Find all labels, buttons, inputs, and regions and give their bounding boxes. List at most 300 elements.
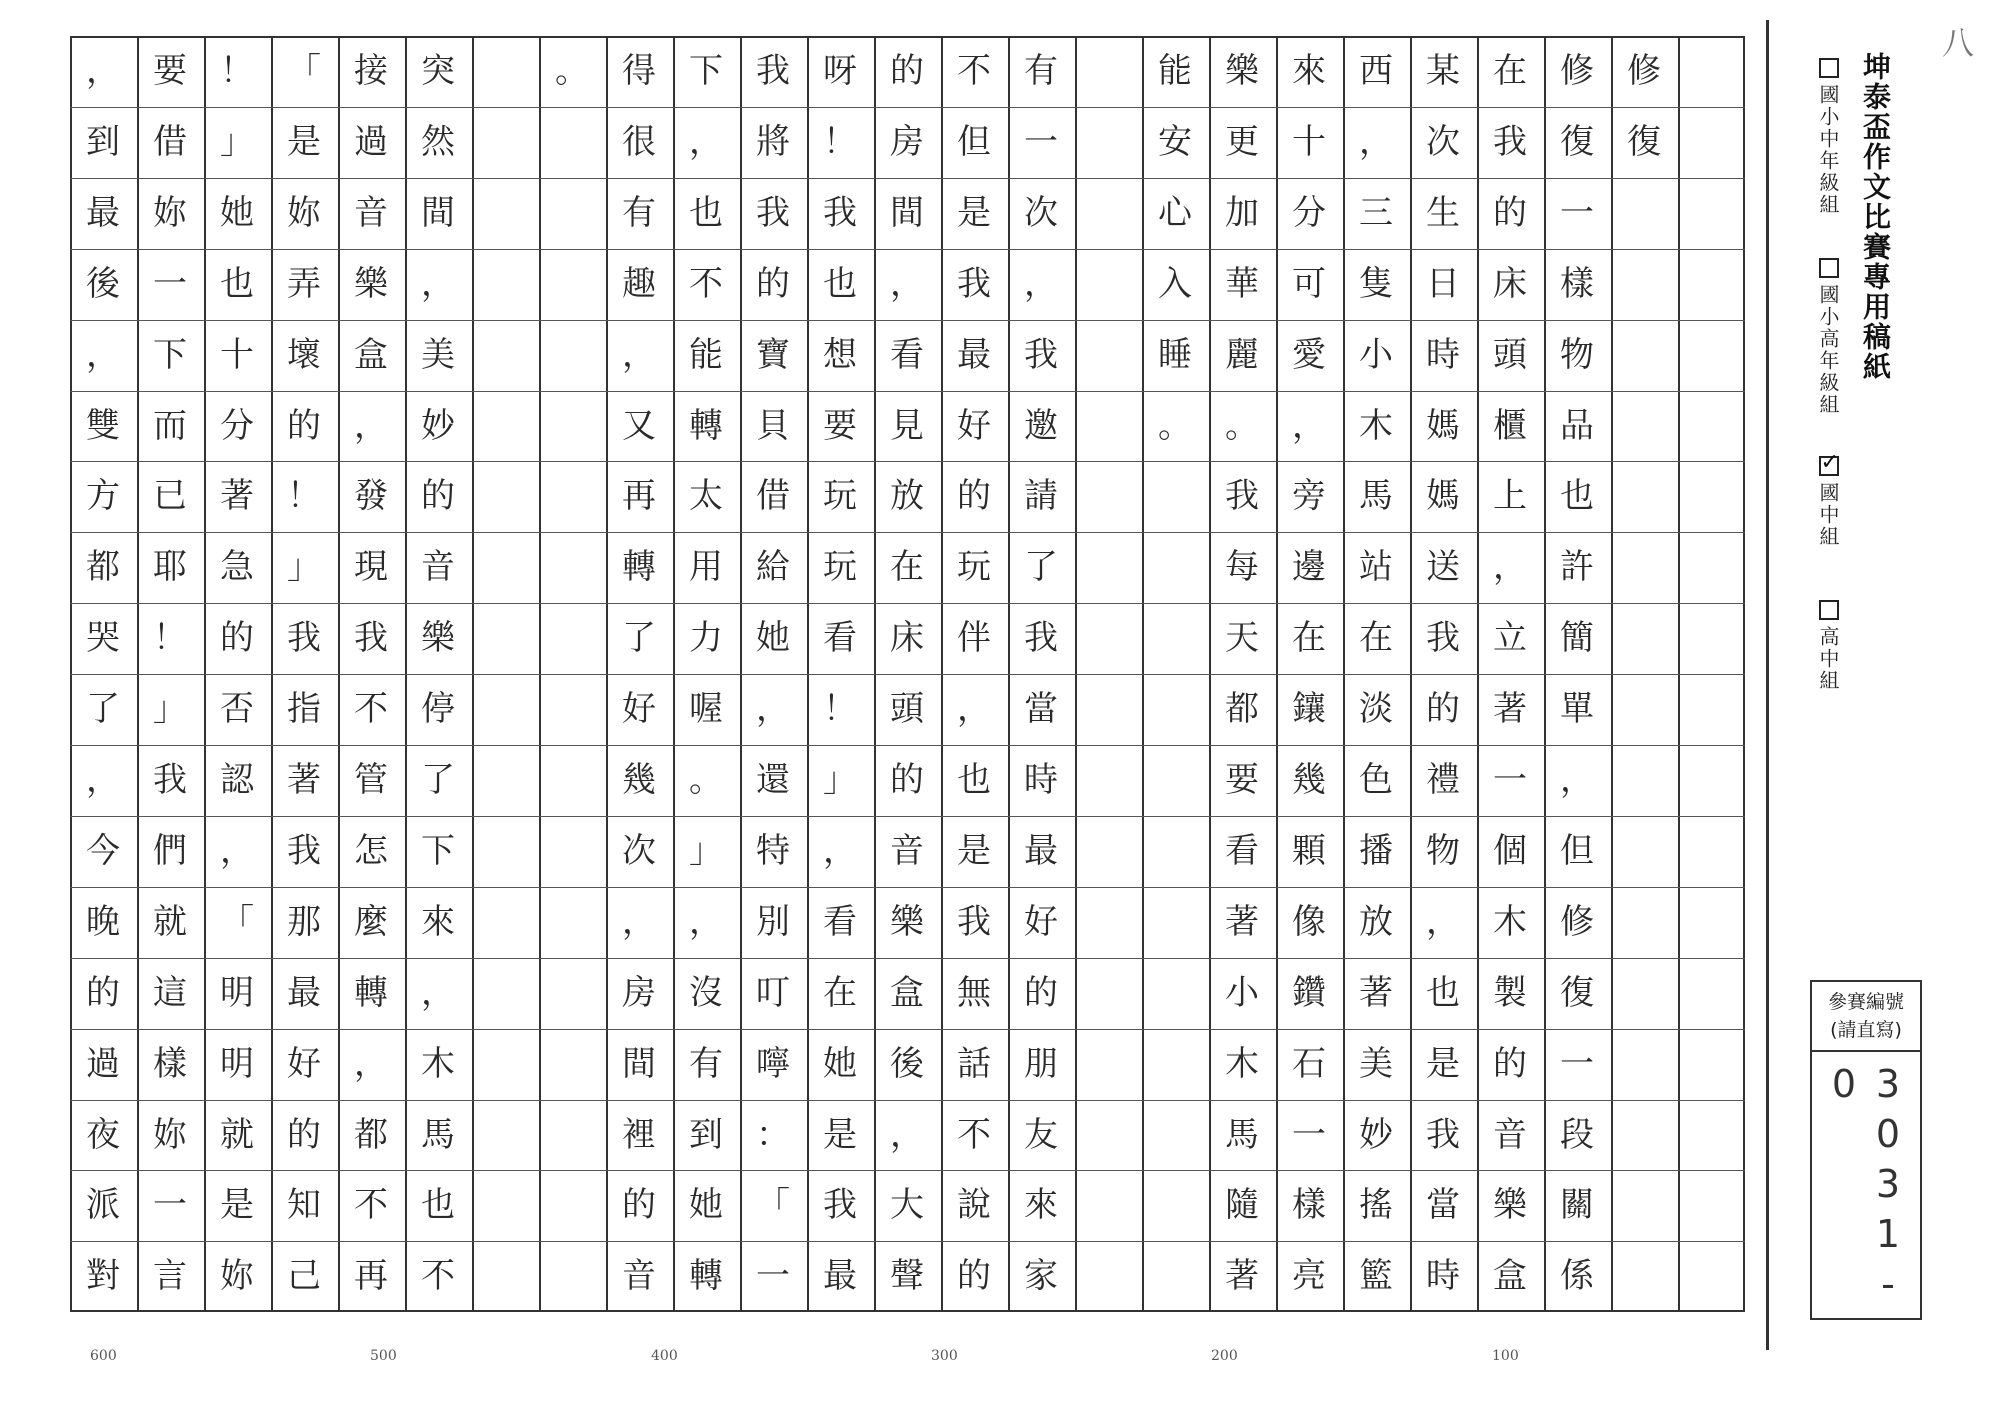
grid-char: 一: [756, 1255, 790, 1296]
grid-char: ，: [1024, 263, 1058, 304]
grid-char: 加: [1225, 192, 1259, 233]
grid-char: 妳: [153, 1114, 187, 1155]
grid-char: 的: [957, 1255, 991, 1296]
grid-char: 櫃: [1493, 405, 1527, 446]
grid-char: 的: [1024, 972, 1058, 1013]
grid-char: 也: [957, 759, 991, 800]
grid-char: ，: [354, 1043, 388, 1084]
grid-char: 盒: [1493, 1255, 1527, 1296]
grid-char: 否: [220, 688, 254, 729]
grid-char: 借: [153, 121, 187, 162]
grid-char: 床: [1493, 263, 1527, 304]
grid-char: 幾: [1292, 759, 1326, 800]
grid-char: 睡: [1158, 334, 1192, 375]
grid-char: 」: [823, 759, 857, 800]
grid-char: 下: [421, 830, 455, 871]
grid-char: 無: [957, 972, 991, 1013]
grid-char: 了: [86, 688, 120, 729]
grid-char: 但: [957, 121, 991, 162]
essay-column: [137, 36, 203, 1312]
grid-char: 是: [1426, 1043, 1460, 1084]
grid-char: 心: [1158, 192, 1192, 233]
grid-char: 而: [153, 405, 187, 446]
grid-char: 我: [287, 617, 321, 658]
essay-column: [606, 36, 672, 1312]
grid-char: 色: [1359, 759, 1393, 800]
grid-char: 著: [287, 759, 321, 800]
grid-char: 淡: [1359, 688, 1393, 729]
grid-char: 在: [1493, 50, 1527, 91]
grid-char: 了: [421, 759, 455, 800]
grid-char: 伴: [957, 617, 991, 658]
grid-char: ，: [689, 901, 723, 942]
grid-char: 了: [622, 617, 656, 658]
grid-char: 說: [957, 1184, 991, 1225]
grid-char: 太: [689, 475, 723, 516]
grid-char: 雙: [86, 405, 120, 446]
grid-char: 愛: [1292, 334, 1326, 375]
grid-char: ，: [421, 263, 455, 304]
grid-char: 她: [756, 617, 790, 658]
grid-char: 好: [287, 1043, 321, 1084]
grid-char: 但: [1560, 830, 1594, 871]
grid-char: 下: [689, 50, 723, 91]
grid-char: ，: [220, 830, 254, 871]
grid-char: 床: [890, 617, 924, 658]
option-elementary-upper[interactable]: [1814, 258, 1843, 416]
grid-char: 」: [153, 688, 187, 729]
grid-char: 也: [421, 1184, 455, 1225]
essay-column: [1343, 36, 1409, 1312]
grid-char: 著: [1359, 972, 1393, 1013]
grid-char: 看: [890, 334, 924, 375]
grid-char: 急: [220, 546, 254, 587]
grid-char: 嚀: [756, 1043, 790, 1084]
grid-char: 著: [1225, 901, 1259, 942]
option-elementary-middle[interactable]: [1814, 58, 1843, 216]
grid-char: 我: [287, 830, 321, 871]
corner-page-mark: 八: [1942, 24, 1975, 62]
grid-char: 天: [1225, 617, 1259, 658]
grid-char: 次: [1426, 121, 1460, 162]
option-junior-high[interactable]: [1814, 456, 1843, 548]
grid-char: 房: [622, 972, 656, 1013]
grid-char: 都: [86, 546, 120, 587]
grid-char: 籃: [1359, 1255, 1393, 1296]
essay-column: [1075, 36, 1141, 1312]
grid-char: 頭: [890, 688, 924, 729]
grid-char: 是: [287, 121, 321, 162]
grid-char: ！: [823, 121, 857, 162]
grid-char: 不: [957, 50, 991, 91]
grid-char: 弄: [287, 263, 321, 304]
grid-char: 麗: [1225, 334, 1259, 375]
grid-char: 在: [823, 972, 857, 1013]
grid-char: 友: [1024, 1114, 1058, 1155]
grid-char: 亮: [1292, 1255, 1326, 1296]
ruler-mark-600: 600: [90, 1348, 117, 1364]
entry-label-line1: 參賽編號: [1827, 991, 1904, 1013]
grid-char: 妳: [220, 1255, 254, 1296]
essay-column: [271, 36, 337, 1312]
essay-column: [1544, 36, 1610, 1312]
grid-char: 很: [622, 121, 656, 162]
grid-char: 最: [1024, 830, 1058, 871]
grid-char: 不: [421, 1255, 455, 1296]
grid-char: 當: [1426, 1184, 1460, 1225]
grid-char: 音: [622, 1255, 656, 1296]
grid-char: 她: [220, 192, 254, 233]
header-divider: [1766, 20, 1769, 1350]
grid-char: 要: [153, 50, 187, 91]
grid-char: 再: [622, 475, 656, 516]
grid-char: 時: [1024, 759, 1058, 800]
grid-char: 旁: [1292, 475, 1326, 516]
grid-char: 好: [622, 688, 656, 729]
grid-char: ，: [823, 830, 857, 871]
grid-char: 轉: [689, 405, 723, 446]
grid-char: 在: [1292, 617, 1326, 658]
grid-char: 認: [220, 759, 254, 800]
grid-char: 家: [1024, 1255, 1058, 1296]
grid-char: 生: [1426, 192, 1460, 233]
checkbox-elementary-upper[interactable]: [1819, 258, 1839, 278]
grid-char: 後: [890, 1043, 924, 1084]
grid-char: 我: [1024, 334, 1058, 375]
grid-char: 一: [153, 263, 187, 304]
grid-char: 轉: [622, 546, 656, 587]
grid-char: ，: [1493, 546, 1527, 587]
grid-char: 我: [1426, 617, 1460, 658]
grid-char: ，: [1292, 405, 1326, 446]
grid-char: 也: [1560, 475, 1594, 516]
grid-char: 言: [153, 1255, 187, 1296]
grid-char: 係: [1560, 1255, 1594, 1296]
grid-char: ，: [421, 972, 455, 1013]
essay-column: [740, 36, 806, 1312]
grid-char: 見: [890, 405, 924, 446]
grid-char: ，: [86, 759, 120, 800]
grid-char: 最: [823, 1255, 857, 1296]
grid-char: 最: [86, 192, 120, 233]
grid-char: 是: [220, 1184, 254, 1225]
grid-char: 的: [421, 475, 455, 516]
grid-char: 麼: [354, 901, 388, 942]
grid-char: 。: [1225, 405, 1259, 446]
grid-char: ！: [823, 688, 857, 729]
grid-char: 著: [1225, 1255, 1259, 1296]
grid-char: 著: [220, 475, 254, 516]
grid-char: 管: [354, 759, 388, 800]
essay-column: [1678, 36, 1744, 1312]
option-label: 國小高年級組: [1816, 284, 1840, 416]
grid-char: 小: [1225, 972, 1259, 1013]
form-title: 坤泰盃作文比賽專用稿紙: [1859, 52, 1892, 382]
grid-char: 我: [1024, 617, 1058, 658]
grid-char: 一: [1024, 121, 1058, 162]
grid-char: 。: [555, 50, 589, 91]
grid-char: 我: [957, 901, 991, 942]
grid-char: 指: [287, 688, 321, 729]
grid-char: 有: [622, 192, 656, 233]
grid-char: 某: [1426, 50, 1460, 91]
essay-column: [1008, 36, 1074, 1312]
grid-char: 有: [689, 1043, 723, 1084]
grid-char: 裡: [622, 1114, 656, 1155]
checkbox-elementary-middle[interactable]: [1819, 58, 1839, 78]
grid-char: 播: [1359, 830, 1393, 871]
grid-char: ，: [86, 50, 120, 91]
grid-char: 晚: [86, 901, 120, 942]
grid-char: 幾: [622, 759, 656, 800]
grid-char: 我: [1225, 475, 1259, 516]
grid-char: 貝: [756, 405, 790, 446]
grid-char: 許: [1560, 546, 1594, 587]
grid-char: 妙: [1359, 1114, 1393, 1155]
option-label: 國小中年級組: [1816, 84, 1840, 216]
grid-char: 好: [957, 405, 991, 446]
grid-char: 又: [622, 405, 656, 446]
grid-char: 木: [421, 1043, 455, 1084]
grid-char: 在: [890, 546, 924, 587]
grid-char: ，: [890, 1114, 924, 1155]
grid-char: 將: [756, 121, 790, 162]
grid-char: 不: [689, 263, 723, 304]
grid-char: 都: [354, 1114, 388, 1155]
essay-column: [1477, 36, 1543, 1312]
grid-char: ，: [622, 334, 656, 375]
grid-char: 簡: [1560, 617, 1594, 658]
grid-char: 發: [354, 475, 388, 516]
grid-char: 最: [287, 972, 321, 1013]
grid-char: 好: [1024, 901, 1058, 942]
grid-char: 就: [153, 901, 187, 942]
grid-char: 請: [1024, 475, 1058, 516]
grid-char: 這: [153, 972, 187, 1013]
essay-column: [941, 36, 1007, 1312]
grid-char: 沒: [689, 972, 723, 1013]
grid-char: 物: [1560, 334, 1594, 375]
grid-char: 的: [287, 1114, 321, 1155]
grid-char: 不: [354, 1184, 388, 1225]
grid-char: 盒: [890, 972, 924, 1013]
grid-char: 看: [823, 617, 857, 658]
grid-char: 樂: [1493, 1184, 1527, 1225]
grid-char: 一: [1560, 192, 1594, 233]
ruler-mark-300: 300: [931, 1348, 958, 1364]
grid-char: 特: [756, 830, 790, 871]
grid-char: 美: [421, 334, 455, 375]
grid-char: 一: [153, 1184, 187, 1225]
grid-char: 給: [756, 546, 790, 587]
grid-char: 樂: [354, 263, 388, 304]
grid-char: 別: [756, 901, 790, 942]
grid-char: 木: [1359, 405, 1393, 446]
grid-char: 到: [689, 1114, 723, 1155]
grid-char: 她: [689, 1184, 723, 1225]
grid-char: 我: [823, 1184, 857, 1225]
grid-char: 我: [1493, 121, 1527, 162]
grid-char: 我: [823, 192, 857, 233]
grid-char: 那: [287, 901, 321, 942]
grid-char: 的: [287, 405, 321, 446]
grid-char: 的: [890, 759, 924, 800]
grid-char: 借: [756, 475, 790, 516]
grid-char: 鑽: [1292, 972, 1326, 1013]
grid-char: 石: [1292, 1043, 1326, 1084]
grid-char: 的: [220, 617, 254, 658]
ruler-mark-500: 500: [370, 1348, 397, 1364]
grid-char: 都: [1225, 688, 1259, 729]
grid-char: 次: [622, 830, 656, 871]
grid-char: 要: [823, 405, 857, 446]
grid-char: 我: [756, 192, 790, 233]
essay-column: [539, 36, 605, 1312]
grid-char: 當: [1024, 688, 1058, 729]
grid-char: 怎: [354, 830, 388, 871]
grid-char: 馬: [1359, 475, 1393, 516]
grid-char: 西: [1359, 50, 1393, 91]
grid-char: 時: [1426, 334, 1460, 375]
grid-char: 現: [354, 546, 388, 587]
entry-number-value[interactable]: 3031-0: [1822, 1062, 1910, 1312]
grid-char: 不: [354, 688, 388, 729]
ruler-mark-200: 200: [1211, 1348, 1238, 1364]
grid-char: 樣: [153, 1043, 187, 1084]
grid-char: ，: [86, 334, 120, 375]
grid-char: 要: [1225, 759, 1259, 800]
essay-column: [70, 36, 136, 1312]
grid-char: 明: [220, 972, 254, 1013]
grid-char: 也: [220, 263, 254, 304]
grid-char: 們: [153, 830, 187, 871]
grid-char: 過: [354, 121, 388, 162]
grid-char: 修: [1560, 901, 1594, 942]
essay-column: [1142, 36, 1208, 1312]
grid-char: 音: [890, 830, 924, 871]
grid-char: 她: [823, 1043, 857, 1084]
grid-char: 安: [1158, 121, 1192, 162]
ruler-mark-400: 400: [651, 1348, 678, 1364]
grid-char: 「: [220, 901, 254, 942]
grid-char: 呀: [823, 50, 857, 91]
grid-char: 我: [1426, 1114, 1460, 1155]
grid-char: 間: [890, 192, 924, 233]
grid-char: 聲: [890, 1255, 924, 1296]
grid-char: 」: [287, 546, 321, 587]
essay-column: [874, 36, 940, 1312]
grid-char: 過: [86, 1043, 120, 1084]
essay-column: [673, 36, 739, 1312]
grid-char: 。: [689, 759, 723, 800]
grid-char: ，: [1560, 759, 1594, 800]
grid-char: 分: [1292, 192, 1326, 233]
grid-char: 了: [1024, 546, 1058, 587]
grid-char: 看: [823, 901, 857, 942]
grid-char: 段: [1560, 1114, 1594, 1155]
option-label: 國中組: [1816, 482, 1840, 548]
essay-column: [807, 36, 873, 1312]
grid-char: ，: [689, 121, 723, 162]
grid-char: 明: [220, 1043, 254, 1084]
grid-char: 不: [957, 1114, 991, 1155]
grid-char: 我: [354, 617, 388, 658]
grid-char: 也: [689, 192, 723, 233]
grid-char: 再: [354, 1255, 388, 1296]
grid-char: 間: [622, 1043, 656, 1084]
grid-char: 三: [1359, 192, 1393, 233]
grid-char: 的: [86, 972, 120, 1013]
grid-char: 次: [1024, 192, 1058, 233]
grid-char: 媽: [1426, 405, 1460, 446]
grid-char: 今: [86, 830, 120, 871]
entry-label-line2: (請直寫): [1830, 1019, 1902, 1041]
grid-char: 也: [823, 263, 857, 304]
grid-char: 木: [1493, 901, 1527, 942]
grid-char: 方: [86, 475, 120, 516]
grid-char: 關: [1560, 1184, 1594, 1225]
essay-column: [472, 36, 538, 1312]
grid-char: 到: [86, 121, 120, 162]
grid-char: 放: [1359, 901, 1393, 942]
grid-char: 夜: [86, 1114, 120, 1155]
grid-char: 入: [1158, 263, 1192, 304]
grid-char: 樂: [890, 901, 924, 942]
grid-char: 是: [823, 1114, 857, 1155]
grid-char: ！: [220, 50, 254, 91]
grid-char: ：: [756, 1114, 790, 1155]
grid-char: 木: [1225, 1043, 1259, 1084]
grid-char: 我: [957, 263, 991, 304]
option-senior-high[interactable]: [1814, 600, 1843, 692]
checkbox-junior-high[interactable]: [1819, 456, 1839, 476]
grid-char: 叮: [756, 972, 790, 1013]
grid-char: 鑲: [1292, 688, 1326, 729]
grid-char: 間: [421, 192, 455, 233]
grid-char: 還: [756, 759, 790, 800]
grid-char: 也: [1426, 972, 1460, 1013]
grid-char: 媽: [1426, 475, 1460, 516]
grid-char: ！: [153, 617, 187, 658]
grid-char: 突: [421, 50, 455, 91]
grid-char: 美: [1359, 1043, 1393, 1084]
grid-char: 後: [86, 263, 120, 304]
grid-char: 的: [1426, 688, 1460, 729]
grid-char: 的: [756, 263, 790, 304]
grid-char: 樂: [1225, 50, 1259, 91]
grid-char: 話: [957, 1043, 991, 1084]
grid-char: 修: [1627, 50, 1661, 91]
grid-char: 隨: [1225, 1184, 1259, 1225]
grid-char: 邀: [1024, 405, 1058, 446]
checkbox-senior-high[interactable]: [1819, 600, 1839, 620]
grid-char: 音: [1493, 1114, 1527, 1155]
grid-char: 十: [220, 334, 254, 375]
grid-char: 「: [756, 1184, 790, 1225]
grid-char: ，: [1426, 901, 1460, 942]
grid-char: 己: [287, 1255, 321, 1296]
grid-char: 玩: [823, 546, 857, 587]
grid-char: 能: [689, 334, 723, 375]
grid-char: 馬: [421, 1114, 455, 1155]
grid-char: 盒: [354, 334, 388, 375]
grid-char: ！: [287, 475, 321, 516]
essay-column: [338, 36, 404, 1312]
grid-char: 更: [1225, 121, 1259, 162]
grid-char: 停: [421, 688, 455, 729]
grid-char: 製: [1493, 972, 1527, 1013]
grid-char: 壞: [287, 334, 321, 375]
